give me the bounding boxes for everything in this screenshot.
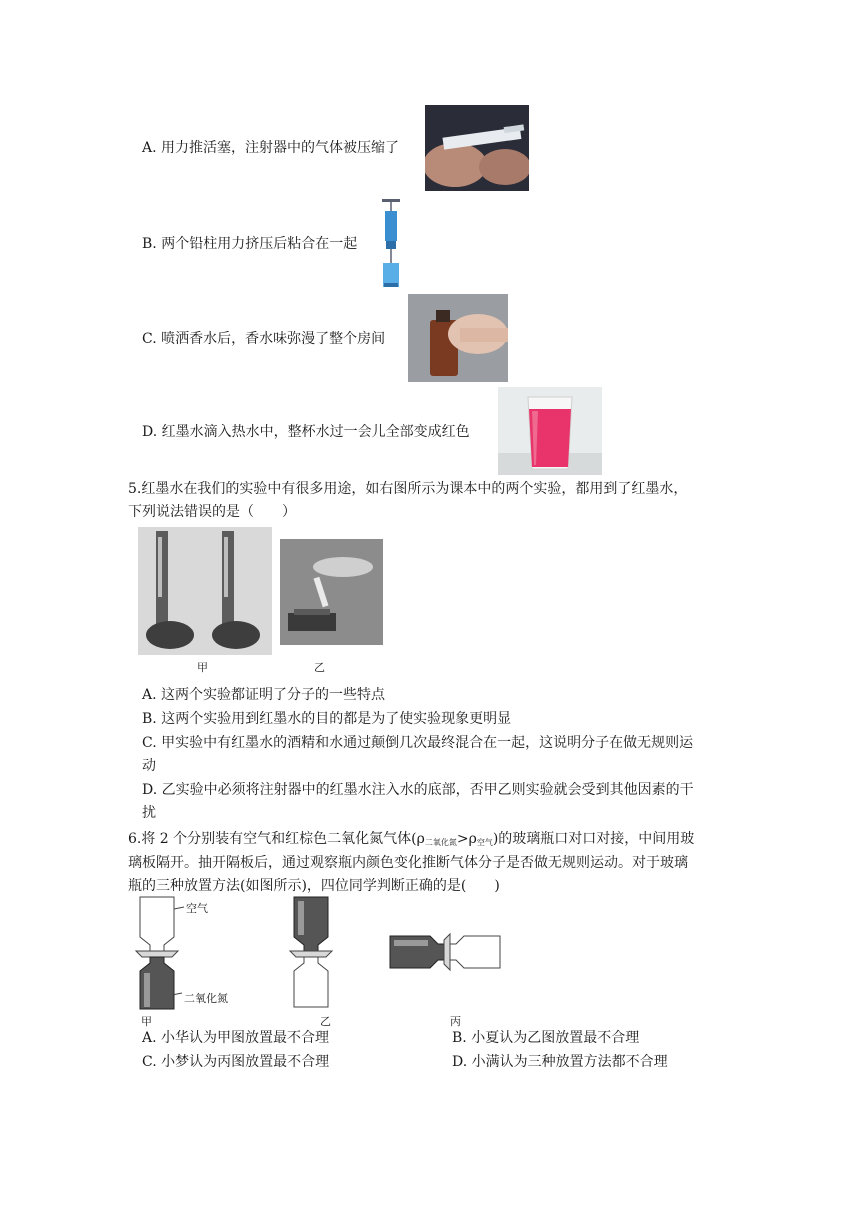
q4-option-b: B. 两个铅柱用力挤压后粘合在一起: [142, 236, 358, 252]
q6-figure-yi: [288, 895, 334, 1011]
perfume-photo: [408, 294, 508, 382]
lead-cylinders-image: [378, 197, 404, 291]
q5-option-a: A. 这两个实验都证明了分子的一些特点: [142, 687, 386, 703]
q6-stem-line1: [128, 829, 694, 853]
q5-option-c-line2: 动: [142, 758, 156, 774]
q6-sub-no2: 二氧化氮: [424, 838, 457, 847]
q5-label-jia: 甲: [197, 661, 208, 674]
q6-label-jia: 甲: [141, 1015, 152, 1028]
q5-option-b: B. 这两个实验用到红墨水的目的都是为了使实验现象更明显: [142, 711, 512, 727]
q5-stem-line2: 下列说法错误的是（ ）: [128, 504, 296, 520]
q6-stem-line1-pre: 6.将 2 个分别装有空气和红棕色二氧化氮气体(ρ: [128, 831, 425, 847]
q6-option-a: A. 小华认为甲图放置最不合理: [142, 1030, 330, 1046]
q5-experiment-figure: [138, 527, 383, 655]
q6-sub-air: 空气: [476, 838, 493, 847]
q6-label-bing: 丙: [450, 1015, 461, 1028]
q6-option-b: B. 小夏认为乙图放置最不合理: [452, 1030, 640, 1046]
q6-stem-line1-post: )的玻璃瓶口对口对接，中间用玻: [492, 831, 695, 847]
q4-option-d: D. 红墨水滴入热水中，整杯水过一会儿全部变成红色: [142, 424, 470, 440]
q5-option-c-line1: C. 甲实验中有红墨水的酒精和水通过颠倒几次最终混合在一起，这说明分子在做无规则运: [142, 735, 694, 751]
q5-option-d-line2: 扰: [142, 805, 156, 821]
q6-option-d: D. 小满认为三种放置方法都不合理: [452, 1054, 668, 1070]
q6-label-no2: 二氧化氮: [184, 992, 228, 1005]
q6-label-yi: 乙: [320, 1015, 331, 1028]
q6-figure-bing: [388, 932, 502, 972]
q5-label-yi: 乙: [314, 661, 325, 674]
q6-stem-line2: 璃板隔开。抽开隔板后，通过观察瓶内颜色变化推断气体分子是否做无规则运动。对于玻璃: [128, 855, 688, 871]
q5-stem-line1: 5.红墨水在我们的实验中有很多用途，如右图所示为课本中的两个实验，都用到了红墨水，: [128, 481, 688, 497]
syringe-photo: [425, 105, 529, 191]
q6-stem-line3: 瓶的三种放置方法(如图所示)，四位同学判断正确的是( ): [128, 878, 500, 894]
q6-option-c: C. 小梦认为丙图放置最不合理: [142, 1054, 330, 1070]
red-water-glass-photo: [498, 387, 602, 475]
q6-label-air: 空气: [186, 902, 208, 915]
q4-option-a: A. 用力推活塞，注射器中的气体被压缩了: [142, 140, 400, 156]
q5-option-d-line1: D. 乙实验中必须将注射器中的红墨水注入水的底部，否甲乙则实验就会受到其他因素的干: [142, 782, 694, 798]
q6-gt: >ρ: [456, 831, 477, 847]
q4-option-c: C. 喷洒香水后，香水味弥漫了整个房间: [142, 331, 386, 347]
